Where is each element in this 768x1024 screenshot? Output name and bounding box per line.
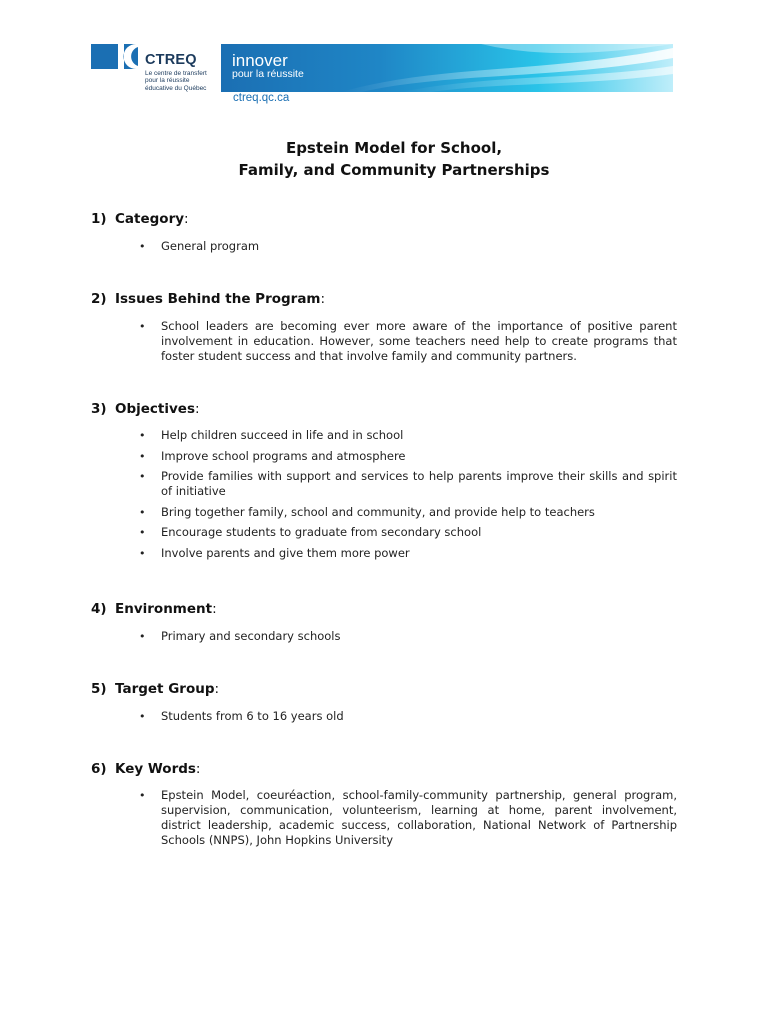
section-heading: 3) Objectives: <box>91 401 200 417</box>
section-category <box>91 210 677 254</box>
bullet-icon: • <box>139 320 146 333</box>
section-name: Key Words <box>115 761 196 777</box>
section-number: 6) <box>91 761 107 777</box>
list-item <box>91 546 677 561</box>
site-url-link[interactable]: ctreq.qc.ca <box>233 92 290 104</box>
list-item-text: Provide families with support and services to help parents improve their skills and spirit of initiative <box>161 469 677 498</box>
list-item-text: Students from 6 to 16 years old <box>161 709 344 723</box>
bullet-list <box>91 709 677 724</box>
bullet-list <box>91 319 677 364</box>
ctreq-logo <box>91 44 221 104</box>
list-item <box>91 319 677 364</box>
ctreq-logo-tagline <box>145 70 225 92</box>
title-line: Family, and Community Partnerships <box>238 161 550 179</box>
section-name: Category <box>115 211 185 227</box>
section-number: 2) <box>91 291 107 307</box>
list-item-text: Primary and secondary schools <box>161 629 341 643</box>
title-line: Epstein Model for School, <box>285 139 503 157</box>
list-item-text: Improve school programs and atmosphere <box>161 448 406 463</box>
section-heading: 2) Issues Behind the Program: <box>91 291 326 307</box>
list-item-text: Involve parents and give them more power <box>161 545 410 560</box>
section-name: Environment <box>115 601 213 617</box>
list-item-text: Encourage students to graduate from secondary school <box>161 525 482 539</box>
section-heading: 1) Category: <box>91 211 189 227</box>
banner-subtitle: pour la réussite <box>232 68 304 80</box>
banner-title: innover <box>232 51 288 70</box>
bullet-icon: • <box>139 505 146 519</box>
section-name: Objectives <box>115 401 195 417</box>
tagline-line: éducative du Québec <box>145 84 207 92</box>
bullet-icon: • <box>139 470 146 483</box>
tagline-line: pour la réussite <box>145 77 190 85</box>
list-item <box>91 505 677 520</box>
section-key-words <box>91 760 677 848</box>
section-heading: 4) Environment: <box>91 601 217 617</box>
bullet-icon: • <box>139 546 146 560</box>
list-item <box>91 239 677 254</box>
section-name: Issues Behind the Program <box>115 291 321 307</box>
list-item-text: Help children succeed in life and in school <box>161 428 404 442</box>
bullet-icon: • <box>139 240 146 253</box>
list-item-text: General program <box>161 239 260 253</box>
list-item <box>91 709 677 724</box>
section-environment <box>91 600 677 644</box>
section-number: 5) <box>91 681 107 697</box>
bullet-list <box>91 788 677 848</box>
page-header <box>0 0 768 120</box>
bullet-icon: • <box>139 630 146 643</box>
list-item-text: Bring together family, school and community, and provide help to teachers <box>161 504 595 519</box>
section-number: 1) <box>91 211 107 227</box>
bullet-icon: • <box>139 789 146 802</box>
section-issues <box>91 290 677 364</box>
section-number: 3) <box>91 401 107 417</box>
list-item <box>91 449 677 464</box>
section-number: 4) <box>91 601 107 617</box>
document-title <box>0 137 768 181</box>
list-item <box>91 788 677 848</box>
section-name: Target Group <box>115 681 215 697</box>
bullet-list <box>91 239 677 254</box>
list-item <box>91 525 677 540</box>
bullet-icon: • <box>139 710 146 723</box>
tagline-line: Le centre de transfert <box>145 70 207 77</box>
list-item <box>91 629 677 644</box>
list-item <box>91 469 677 499</box>
section-heading: 5) Target Group: <box>91 681 220 697</box>
bullet-icon: • <box>139 429 146 442</box>
list-item-text: School leaders are becoming ever more aware of the importance of positive parent involvement in education. However, some teachers need help to create programs that foster student success and that involve family and community partners. <box>161 319 677 363</box>
bullet-list <box>91 428 677 561</box>
ctreq-logo-name: CTREQ <box>145 52 197 68</box>
section-objectives <box>91 400 677 561</box>
bullet-list <box>91 629 677 644</box>
bullet-icon: • <box>139 526 146 539</box>
list-item <box>91 428 677 443</box>
list-item-text: Epstein Model, coeuréaction, school-family-community partnership, general program, supervision, communication, volunteerism, learning at home, parent involvement, district leadership, academic success, collaboration, National Network of Partnership Schools (NNPS), John Hopkins University <box>161 788 677 847</box>
section-heading: 6) Key Words: <box>91 761 201 777</box>
ctreq-logo-mark-icon <box>91 44 145 70</box>
bullet-icon: • <box>139 449 146 463</box>
section-target-group <box>91 680 677 724</box>
